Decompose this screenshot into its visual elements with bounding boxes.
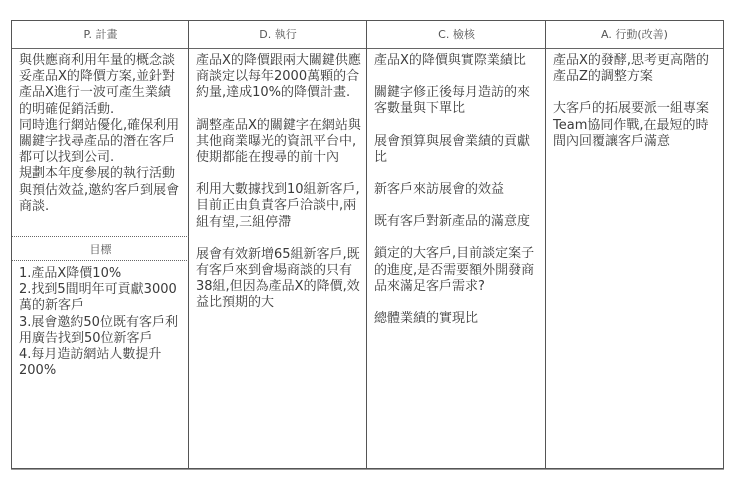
goal-label: 目標: [12, 236, 189, 261]
header-check: C. 檢核: [438, 28, 475, 41]
act-paragraph: 大客戶的拓展要派一組專案Team協同作戰,在最短的時間內回覆讓客戶滿意: [553, 101, 710, 149]
do-paragraph: 利用大數據找到10組新客戶,目前正由負責客戶洽談中,兩組有望,三組停滯: [196, 182, 360, 230]
plan-paragraph: 與供應商利用年量的概念談妥產品X的降價方案,並針對產品X進行一波可產生業績的明確促銷活動.: [19, 53, 176, 117]
pdca-table: [11, 20, 724, 469]
check-paragraph: 既有客戶對新產品的滿意度: [374, 214, 531, 230]
check-paragraph: 展會預算與展會業績的貢獻比: [374, 133, 531, 165]
plan-paragraph: 規劃本年度參展的執行活動與預估效益,邀約客戶到展會商談.: [19, 166, 180, 214]
goal-item: 2.找到5間明年可貢獻3000萬的新客戶: [19, 282, 177, 314]
header-act: A. 行動(改善): [601, 28, 668, 41]
header-plan: P. 計畫: [83, 28, 118, 41]
act-paragraph: 產品X的發酵,思考更高階的產品Z的調整方案: [553, 53, 710, 85]
goal-item: 1.產品X降價10%: [19, 266, 122, 281]
check-paragraph: 新客戶來訪展會的效益: [374, 182, 505, 198]
act-cell: [546, 49, 723, 468]
do-paragraph: 調整產品X的關鍵字在網站與其他商業曝光的資訊平台中,使期都能在搜尋的前十內: [196, 117, 361, 166]
header-do: D. 執行: [259, 28, 297, 41]
check-paragraph: 總體業績的實現比: [374, 311, 479, 327]
do-cell: [189, 49, 367, 468]
do-paragraph: 展會有效新增65組新客戶,既有客戶來到會場商談的只有38組,但因為產品X的降價,效益比預期的大: [196, 246, 360, 311]
do-paragraph: 產品X的降價跟兩大關鍵供應商談定以每年2000萬顆的合約量,達成10%的降價計畫.: [196, 53, 361, 101]
check-paragraph: 關鍵字修正後每月造訪的來客數量與下單比: [374, 85, 531, 117]
check-paragraph: 鎖定的大客戶,目前談定案子的進度,是否需要額外開發商品來滿足客戶需求?: [374, 246, 535, 294]
goal-item: 4.每月造訪網站人數提升200%: [19, 347, 162, 379]
check-paragraph: 產品X的降價與實際業績比: [374, 53, 526, 68]
goal-list: [12, 264, 189, 379]
goal-item: 3.展會邀約50位既有客戶利用廣告找到50位新客戶: [19, 314, 178, 346]
check-cell: [367, 49, 546, 468]
plan-paragraph: 同時進行網站優化,確保利用關鍵字找尋產品的潛在客戶都可以找到公司.: [19, 117, 180, 166]
